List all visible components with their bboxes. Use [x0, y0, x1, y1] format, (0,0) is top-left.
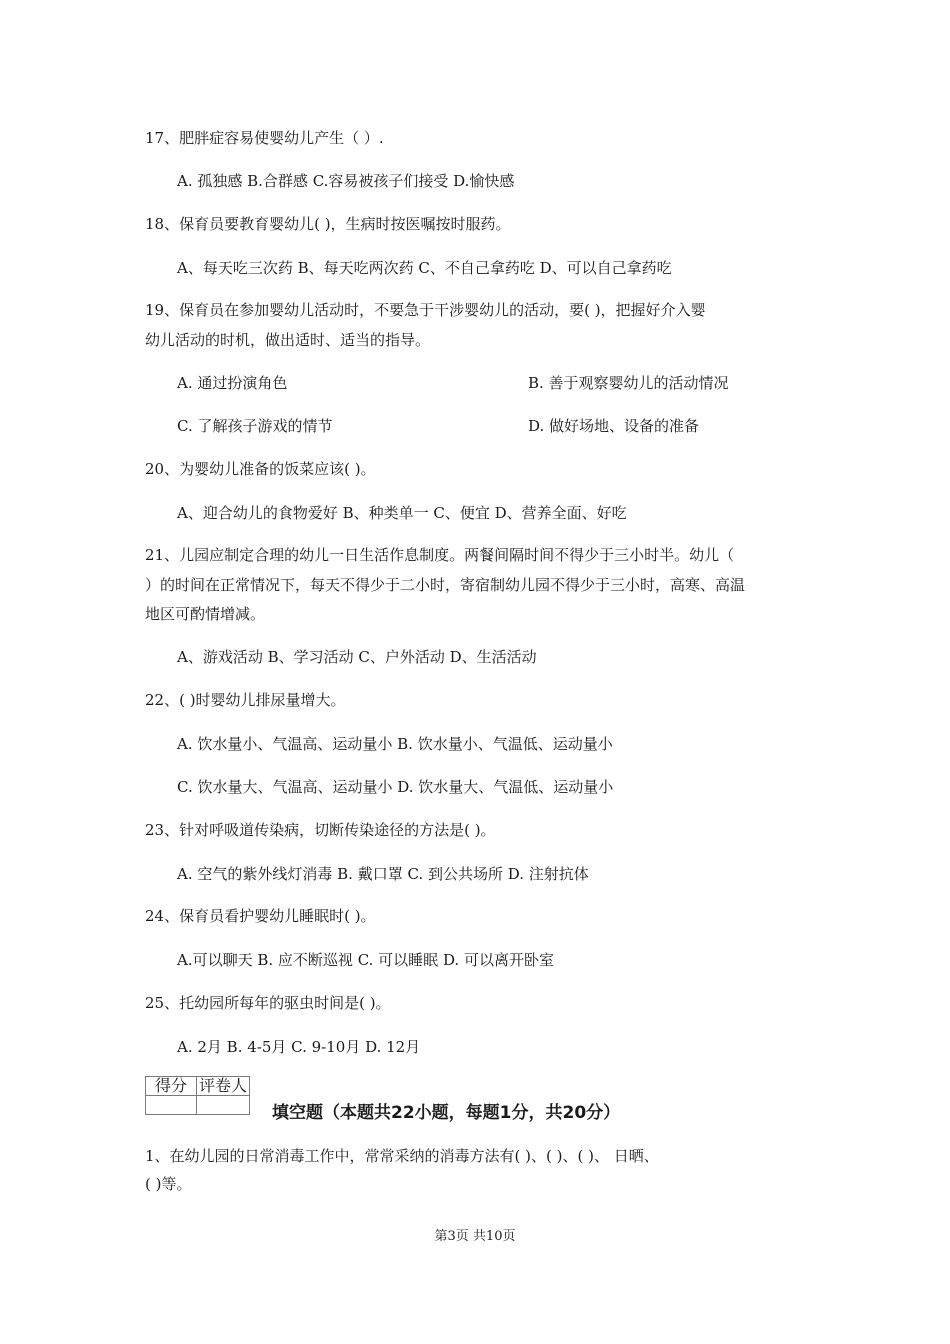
question-19-option-a: A. 通过扮演角色 — [177, 374, 288, 392]
section-title: 填空题（本题共22小题，每题1分，共20分） — [272, 1103, 621, 1123]
question-21-line3: 地区可酌情增减。 — [145, 605, 266, 623]
question-18: 18、保育员要教育婴幼儿( )，生病时按医嘱按时服药。 — [145, 215, 511, 233]
question-25-options: A. 2月 B. 4-5月 C. 9-10月 D. 12月 — [177, 1038, 421, 1056]
question-21-line1: 21、儿园应制定合理的幼儿一日生活作息制度。两餐间隔时间不得少于三小时半。幼儿（ — [145, 546, 735, 564]
question-21-options: A、游戏活动 B、学习活动 C、户外活动 D、生活活动 — [177, 648, 537, 666]
question-22-options-ab: A. 饮水量小、气温高、运动量小 B. 饮水量小、气温低、运动量小 — [177, 735, 613, 753]
page-footer: 第3页 共10页 — [434, 1229, 516, 1244]
question-19-option-b: B. 善于观察婴幼儿的活动情况 — [528, 374, 729, 392]
question-19-line2: 幼儿活动的时机，做出适时、适当的指导。 — [145, 331, 431, 349]
question-22-options-cd: C. 饮水量大、气温高、运动量小 D. 饮水量大、气温低、运动量小 — [177, 778, 614, 796]
question-24-options: A.可以聊天 B. 应不断巡视 C. 可以睡眠 D. 可以离开卧室 — [177, 951, 554, 969]
question-23: 23、针对呼吸道传染病，切断传染途径的方法是( )。 — [145, 821, 496, 839]
fill-question-1-line2: ( )等。 — [145, 1175, 192, 1193]
score-label: 得分 — [146, 1077, 197, 1096]
score-table — [145, 1076, 250, 1115]
question-19-line1: 19、保育员在参加婴幼儿活动时，不要急于干涉婴幼儿的活动，要( )，把握好介入婴 — [145, 301, 706, 319]
grader-cell — [197, 1096, 250, 1115]
question-22: 22、( )时婴幼儿排尿量增大。 — [145, 691, 346, 709]
question-25: 25、托幼园所每年的驱虫时间是( )。 — [145, 994, 391, 1012]
question-17-options: A. 孤独感 B.合群感 C.容易被孩子们接受 D.愉快感 — [177, 172, 515, 190]
question-20-options: A、迎合幼儿的食物爱好 B、种类单一 C、便宜 D、营养全面、好吃 — [177, 504, 627, 522]
score-cell — [146, 1096, 197, 1115]
question-19-option-c: C. 了解孩子游戏的情节 — [177, 417, 333, 435]
question-18-options: A、每天吃三次药 B、每天吃两次药 C、不自己拿药吃 D、可以自己拿药吃 — [177, 259, 672, 277]
grader-label: 评卷人 — [197, 1077, 250, 1096]
question-24: 24、保育员看护婴幼儿睡眠时( )。 — [145, 907, 376, 925]
question-19-option-d: D. 做好场地、设备的准备 — [528, 417, 700, 435]
fill-question-1-line1: 1、在幼儿园的日常消毒工作中，常常采纳的消毒方法有( )、( )、( )、 日晒、 — [145, 1147, 659, 1165]
question-23-options: A. 空气的紫外线灯消毒 B. 戴口罩 C. 到公共场所 D. 注射抗体 — [177, 865, 589, 883]
question-21-line2: ）的时间在正常情况下，每天不得少于二小时，寄宿制幼儿园不得少于三小时，高寒、高温 — [145, 576, 746, 594]
question-20: 20、为婴幼儿准备的饭菜应该( )。 — [145, 460, 376, 478]
question-17: 17、肥胖症容易使婴幼儿产生（ ）. — [145, 129, 384, 147]
